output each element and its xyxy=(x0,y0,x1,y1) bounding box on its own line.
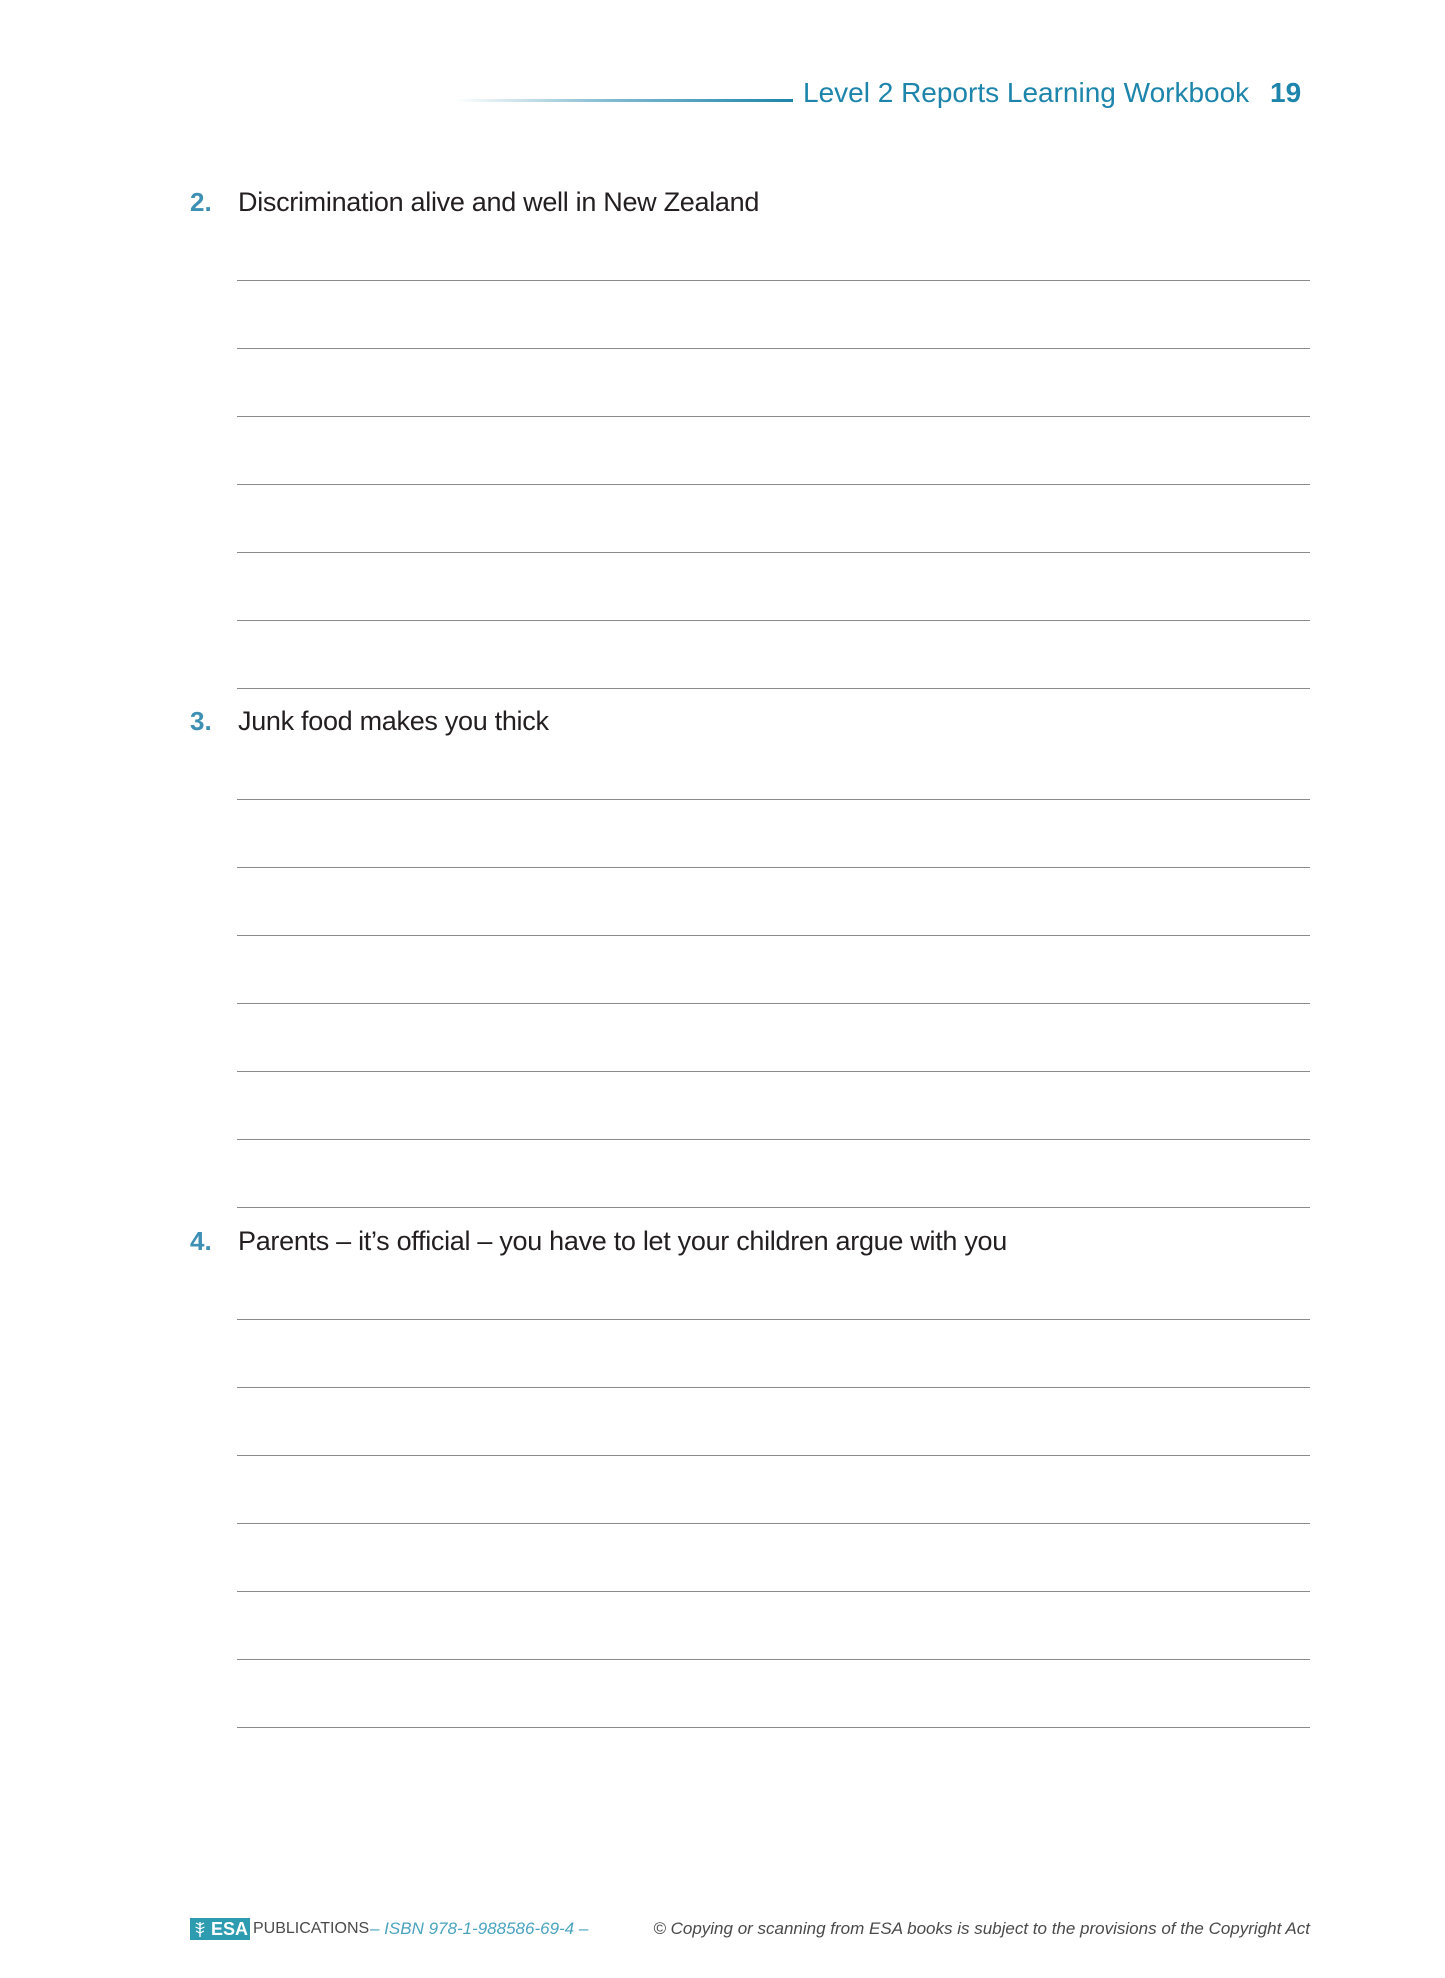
running-header-title: Level 2 Reports Learning Workbook xyxy=(803,77,1250,108)
answer-line[interactable] xyxy=(237,620,1310,621)
answer-line[interactable] xyxy=(237,1727,1310,1728)
question-prompt: Discrimination alive and well in New Zealand xyxy=(238,187,760,217)
answer-line[interactable] xyxy=(237,935,1310,936)
answer-line[interactable] xyxy=(237,1139,1310,1140)
answer-line[interactable] xyxy=(237,867,1310,868)
question-number: 4. xyxy=(190,1226,212,1256)
answer-line[interactable] xyxy=(237,688,1310,689)
answer-line[interactable] xyxy=(237,348,1310,349)
question-prompt: Parents – it’s official – you have to let your children argue with you xyxy=(238,1226,1007,1256)
fern-icon xyxy=(193,1920,207,1938)
answer-line[interactable] xyxy=(237,1319,1310,1320)
answer-line[interactable] xyxy=(237,552,1310,553)
header-rule xyxy=(455,99,793,102)
publisher-name: PUBLICATIONS xyxy=(253,1920,370,1937)
answer-line[interactable] xyxy=(237,1071,1310,1072)
answer-line[interactable] xyxy=(237,1003,1310,1004)
question-prompt: Junk food makes you thick xyxy=(238,706,549,736)
copyright-notice: © Copying or scanning from ESA books is subject to the provisions of the Copyright Act xyxy=(653,1919,1310,1938)
answer-line[interactable] xyxy=(237,1523,1310,1524)
page-footer xyxy=(190,1914,1310,1944)
logo-text: ESA xyxy=(210,1919,248,1939)
answer-line[interactable] xyxy=(237,416,1310,417)
answer-line[interactable] xyxy=(237,1591,1310,1592)
question-number: 2. xyxy=(190,187,212,217)
answer-line[interactable] xyxy=(237,1659,1310,1660)
esa-logo xyxy=(190,1918,250,1940)
answer-line[interactable] xyxy=(237,1207,1310,1208)
answer-line[interactable] xyxy=(237,1387,1310,1388)
answer-line[interactable] xyxy=(237,1455,1310,1456)
answer-line[interactable] xyxy=(237,280,1310,281)
answer-line[interactable] xyxy=(237,484,1310,485)
answer-line[interactable] xyxy=(237,799,1310,800)
question-number: 3. xyxy=(190,706,212,736)
page-number: 19 xyxy=(1270,77,1302,108)
isbn: – ISBN 978-1-988586-69-4 – xyxy=(370,1919,589,1938)
